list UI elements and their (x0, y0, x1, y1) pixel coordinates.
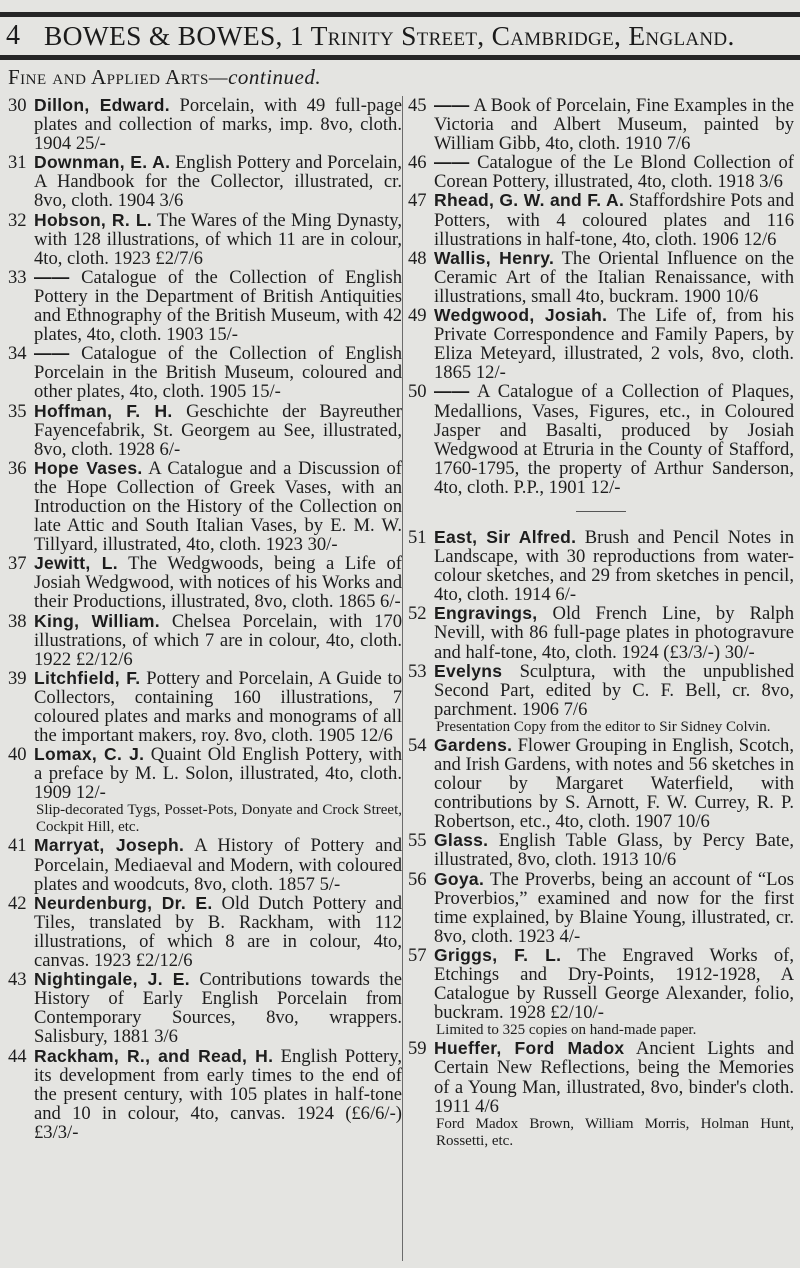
entry-number: 43 (8, 969, 27, 991)
entry-price: 6/- (380, 591, 401, 613)
entry-author: Griggs, F. L. (434, 944, 562, 965)
entry-description: Brush and Pencil Notes in Landscape, with 30 reproductions from water-colour sketches, and 29 from sketches in pencil, 4to, cloth. 1914 (434, 526, 794, 606)
entry-description: A Book of Porcelain, Fine Examples in the Victoria and Albert Museum, painted by William Gibb, 4to, cloth. 1910 (434, 95, 794, 155)
entry-price: 10/6 (676, 811, 710, 833)
entry-number: 56 (408, 868, 427, 890)
entry-description: Chelsea Porcelain, with 170 illustrations, of which 7 are in colour, 4to, cloth. 1922 (34, 610, 402, 670)
catalogue-entry (408, 736, 794, 831)
entry-price: £2/10/- (550, 1002, 604, 1024)
entry-number: 51 (408, 526, 427, 548)
catalogue-entry (8, 402, 402, 459)
entry-number: 40 (8, 744, 27, 766)
entry-author: Glass. (434, 830, 489, 851)
page-header (0, 15, 800, 57)
entry-author: Marryat, Joseph. (34, 835, 185, 856)
entry-number: 55 (408, 830, 427, 852)
entry-number: 35 (8, 400, 27, 422)
right-column (408, 96, 794, 1150)
entry-author: Hope Vases. (34, 457, 143, 478)
entry-price: £2/12/6 (75, 648, 133, 670)
entry-author: —— (434, 152, 470, 173)
entry-price: 15/- (250, 381, 281, 403)
entry-description: The Oriental Influence on the Ceramic Art of the Italian Renaissance, with illustrations, small 4to, buckram. 1900 (434, 247, 794, 307)
entry-description: Flower Grouping in English, Scotch, and Irish Gardens, with notes and 56 sketches in colour by Margaret Waterfield, with contributions by S. Arnott, F. W. Currey, R. P. Robertson, etc., 4to, cloth. 1907 (434, 734, 794, 833)
entry-number: 41 (8, 835, 27, 857)
entry-number: 47 (408, 190, 427, 212)
entry-price: 15/- (208, 324, 238, 346)
entry-author: Neurdenburg, Dr. E. (34, 892, 213, 913)
catalogue-entry (408, 306, 794, 382)
entry-price: 7/6 (563, 698, 588, 720)
entry-price: 12/- (475, 362, 506, 384)
catalogue-entry (8, 96, 402, 153)
entry-author: Wallis, Henry. (434, 247, 555, 268)
catalogue-entry (8, 211, 402, 268)
left-column (8, 96, 402, 1142)
entry-number: 57 (408, 944, 427, 966)
entry-price: £2/12/6 (135, 950, 193, 972)
entry-description: Sculptura, with the unpublished Second Part, edited by C. F. Bell, cr. 8vo, parchment. 1906 (434, 660, 794, 720)
catalogue-entry (408, 870, 794, 946)
entry-author: Gardens. (434, 734, 513, 755)
entry-author: —— (34, 343, 70, 364)
entry-author: Dillon, Edward. (34, 95, 170, 115)
entry-description: The Life of, from his Private Correspondence and Family Papers, by Eliza Meteyard, illustrated, 2 vols, 8vo, cloth. 1865 (434, 305, 795, 384)
entry-author: Hueffer, Ford Madox (434, 1038, 625, 1059)
catalogue-entry (8, 554, 402, 611)
entry-note: Ford Madox Brown, William Morris, Holman Hunt, Rossetti, etc. (436, 1115, 794, 1149)
catalogue-entry (8, 836, 402, 893)
entry-price: 4/- (559, 925, 581, 947)
entry-price: 7/6 (666, 133, 691, 155)
entry-number: 33 (8, 266, 27, 288)
entry-author: Rhead, G. W. and F. A. (434, 190, 625, 211)
entry-description: Quaint Old English Pottery, with a preface by M. L. Solon, illustrated, 4to, cloth. 1909 (34, 744, 403, 804)
entry-number: 37 (8, 553, 27, 575)
entry-price: 30/- (307, 534, 338, 556)
entry-price: 12/6 (359, 725, 393, 747)
section-heading (8, 65, 321, 90)
entry-author: Goya. (434, 868, 485, 889)
catalogue-entry (8, 970, 402, 1046)
entry-number: 54 (408, 734, 427, 756)
entry-description: Staffordshire Pots and Potters, with 4 coloured plates and 116 illustrations in half-tone, 4to, cloth. 1906 (434, 190, 795, 250)
entry-author: Lomax, C. J. (34, 744, 145, 765)
entry-number: 53 (408, 660, 427, 682)
entry-note: Presentation Copy from the editor to Sir Sidney Colvin. (436, 718, 771, 735)
entry-author: Engravings, (434, 603, 538, 624)
catalogue-entry (408, 249, 794, 306)
entry-price: 10/6 (643, 849, 677, 871)
entry-number: 44 (8, 1045, 27, 1067)
entry-description: English Pottery and Porcelain, A Handbook for the Collector, illustrated, cr. 8vo, cloth. 1904 (34, 152, 402, 212)
entry-description: A Catalogue of a Collection of Plaques, Medallions, Vases, Figures, etc., in Coloured Jasper and Basalti, produced by Josiah Wedgwood at Etruria in the County of Stafford, 1760-1795, the property of Arthur Sanderson, 4to, cloth. P.P., 1901 (434, 381, 795, 498)
catalogue-entry (408, 191, 794, 248)
entry-note: Limited to 325 copies on hand-made paper. (436, 1022, 697, 1039)
catalogue-entry (8, 459, 402, 554)
catalogue-entry (8, 745, 402, 836)
entry-number: 32 (8, 209, 27, 231)
column-divider (402, 96, 403, 1261)
catalogue-entry (408, 96, 794, 153)
catalogue-entry (408, 604, 794, 661)
section-continued: —continued. (208, 65, 322, 89)
catalogue-entry (8, 669, 402, 745)
entry-author: Hobson, R. L. (34, 209, 152, 230)
entry-price: 10/6 (725, 285, 759, 307)
entry-author: —— (434, 381, 470, 402)
entry-number: 45 (408, 95, 427, 116)
catalogue-entry (408, 946, 794, 1039)
entry-price: 3/6 (159, 190, 184, 212)
entry-price: 5/- (319, 873, 341, 895)
entry-description: The Wares of the Ming Dynasty, with 128 illustrations, of which 11 are in colour, 4to, cloth. 1923 (34, 209, 403, 269)
entry-price: 12/- (590, 476, 621, 498)
catalogue-entry (8, 344, 402, 401)
entry-description: Contributions towards the History of Early English Porcelain from Contemporary Sources, 8vo, wrappers. Salisbury, 1881 (34, 969, 402, 1048)
entry-note: Slip-decorated Tygs, Posset-Pots, Donyate and Crock Street, Cockpit Hill, etc. (36, 802, 402, 836)
entry-author: —— (34, 266, 70, 287)
entry-author: Litchfield, F. (34, 667, 141, 688)
entry-number: 42 (8, 892, 27, 914)
entry-author: Jewitt, L. (34, 553, 118, 574)
entry-price: 3/6 (154, 1026, 178, 1048)
catalogue-entry (8, 612, 402, 669)
entry-price: 6/- (555, 584, 577, 606)
entry-number: 46 (408, 152, 427, 174)
entry-description: Old Dutch Pottery and Tiles, translated by B. Rackham, with 112 illustrations, of which 8 are in colour, 4to, canvas. 1923 (34, 892, 403, 972)
entry-author: Nightingale, J. E. (34, 969, 190, 990)
entry-price: (£6/6/-) £3/3/- (34, 1102, 402, 1143)
entry-description: The Wedgwoods, being a Life of Josiah Wedgwood, with notices of his Works and their Productions, illustrated, 8vo, cloth. 1865 (34, 553, 402, 613)
entry-number: 39 (8, 667, 27, 689)
section-title: Fine and Applied Arts (8, 65, 209, 89)
entry-description: Catalogue of the Le Blond Collection of Corean Pottery, illustrated, 4to, cloth. 1918 (434, 152, 794, 193)
entry-price: 12/- (75, 782, 106, 804)
entry-number: 50 (408, 381, 427, 403)
page-number: 4 (6, 20, 21, 51)
entry-author: Rackham, R., and Read, H. (34, 1045, 274, 1066)
catalogue-entry (408, 528, 794, 604)
entry-author: King, William. (34, 610, 160, 631)
entry-price: 25/- (75, 133, 106, 155)
entry-price: 12/6 (743, 228, 777, 250)
catalogue-entry (8, 894, 402, 970)
entry-description: Old French Line, by Ralph Nevill, with 86 full-page plates in photogravure and half-tone, 4to, cloth. 1924 (434, 603, 794, 663)
entry-description: A Catalogue and a Discussion of the Hope Collection of Greek Vases, with an Introduction on the History of the Collection on late Attic and South Italian Vases, by E. M. W. Tillyard, illustrated, 4to, cloth. 1923 (34, 457, 402, 556)
entry-author: Wedgwood, Josiah. (434, 305, 608, 326)
entry-number: 52 (408, 603, 427, 625)
entry-author: Evelyns (434, 660, 503, 681)
catalogue-entry (408, 153, 794, 191)
entry-description: Ancient Lights and Certain New Reflections, being the Memories of a Young Man, illustrated, 8vo, binder's cloth. 1911 (434, 1038, 794, 1117)
header-rule (0, 55, 800, 60)
entry-description: English Pottery, its development from early times to the end of the present century, with 105 plates in half-tone and 10 in colour, 4to, canvas. 1924 (34, 1045, 402, 1124)
entry-description: Geschichte der Bayreuther Fayencefabrik, St. Georgem au See, illustrated, 8vo, cloth. 1928 (34, 400, 402, 460)
entry-author: —— (434, 95, 470, 115)
entry-description: Porcelain, with 49 full-page plates and collection of marks, imp. 8vo, cloth. 1904 (34, 95, 402, 155)
entry-price: 6/- (159, 438, 181, 460)
running-title: BOWES & BOWES, 1 Trinity Street, Cambridge, England. (44, 20, 735, 51)
catalogue-entry (8, 1047, 402, 1142)
entry-description: The Proverbs, being an account of “Los Proverbios,” examined and now for the first time explained, by Blaine Young, illustrated, cr. 8vo, cloth. 1923 (434, 868, 795, 947)
entry-description: A History of Pottery and Porcelain, Mediaeval and Modern, with coloured plates and woodcuts, 8vo, cloth. 1857 (34, 835, 402, 895)
entry-author: Hoffman, F. H. (34, 400, 173, 421)
entry-description: The Engraved Works of, Etchings and Dry-Points, 1912-1928, A Catalogue by Russell George Alexander, folio, buckram. 1928 (434, 944, 794, 1024)
entry-number: 34 (8, 343, 27, 365)
entry-price: 4/6 (475, 1095, 499, 1117)
entry-number: 31 (8, 152, 27, 174)
entry-number: 38 (8, 610, 27, 632)
section-separator (576, 511, 626, 512)
catalogue-entry (8, 268, 402, 344)
catalogue-entry (408, 662, 794, 736)
entry-description: Catalogue of the Collection of English Pottery in the Department of British Antiquities and Ethnography of the British Museum, with 42 plates, 4to, cloth. 1903 (34, 266, 402, 346)
entry-author: East, Sir Alfred. (434, 526, 577, 547)
catalogue-entry (408, 1039, 794, 1149)
catalogue-entry (408, 382, 794, 497)
entry-description: Catalogue of the Collection of English Porcelain in the British Museum, coloured and other plates, 4to, cloth. 1905 (34, 343, 402, 403)
entry-price: £2/7/6 (155, 247, 203, 269)
entry-description: English Table Glass, by Percy Bate, illustrated, 8vo, cloth. 1913 (434, 830, 794, 871)
entry-price: 3/6 (759, 171, 783, 193)
entry-number: 36 (8, 457, 27, 479)
entry-price: (£3/3/-) 30/- (663, 641, 755, 663)
entry-number: 59 (408, 1038, 427, 1060)
entry-number: 30 (8, 95, 27, 116)
catalogue-entry (408, 831, 794, 869)
entry-description: Pottery and Porcelain, A Guide to Collectors, containing 160 illustrations, 7 coloured plates and marks and monograms of all the important makers, roy. 8vo, cloth. 1905 (34, 667, 402, 747)
entry-number: 48 (408, 247, 427, 269)
catalogue-entry (8, 153, 402, 210)
entry-author: Downman, E. A. (34, 152, 171, 173)
entry-number: 49 (408, 305, 427, 327)
